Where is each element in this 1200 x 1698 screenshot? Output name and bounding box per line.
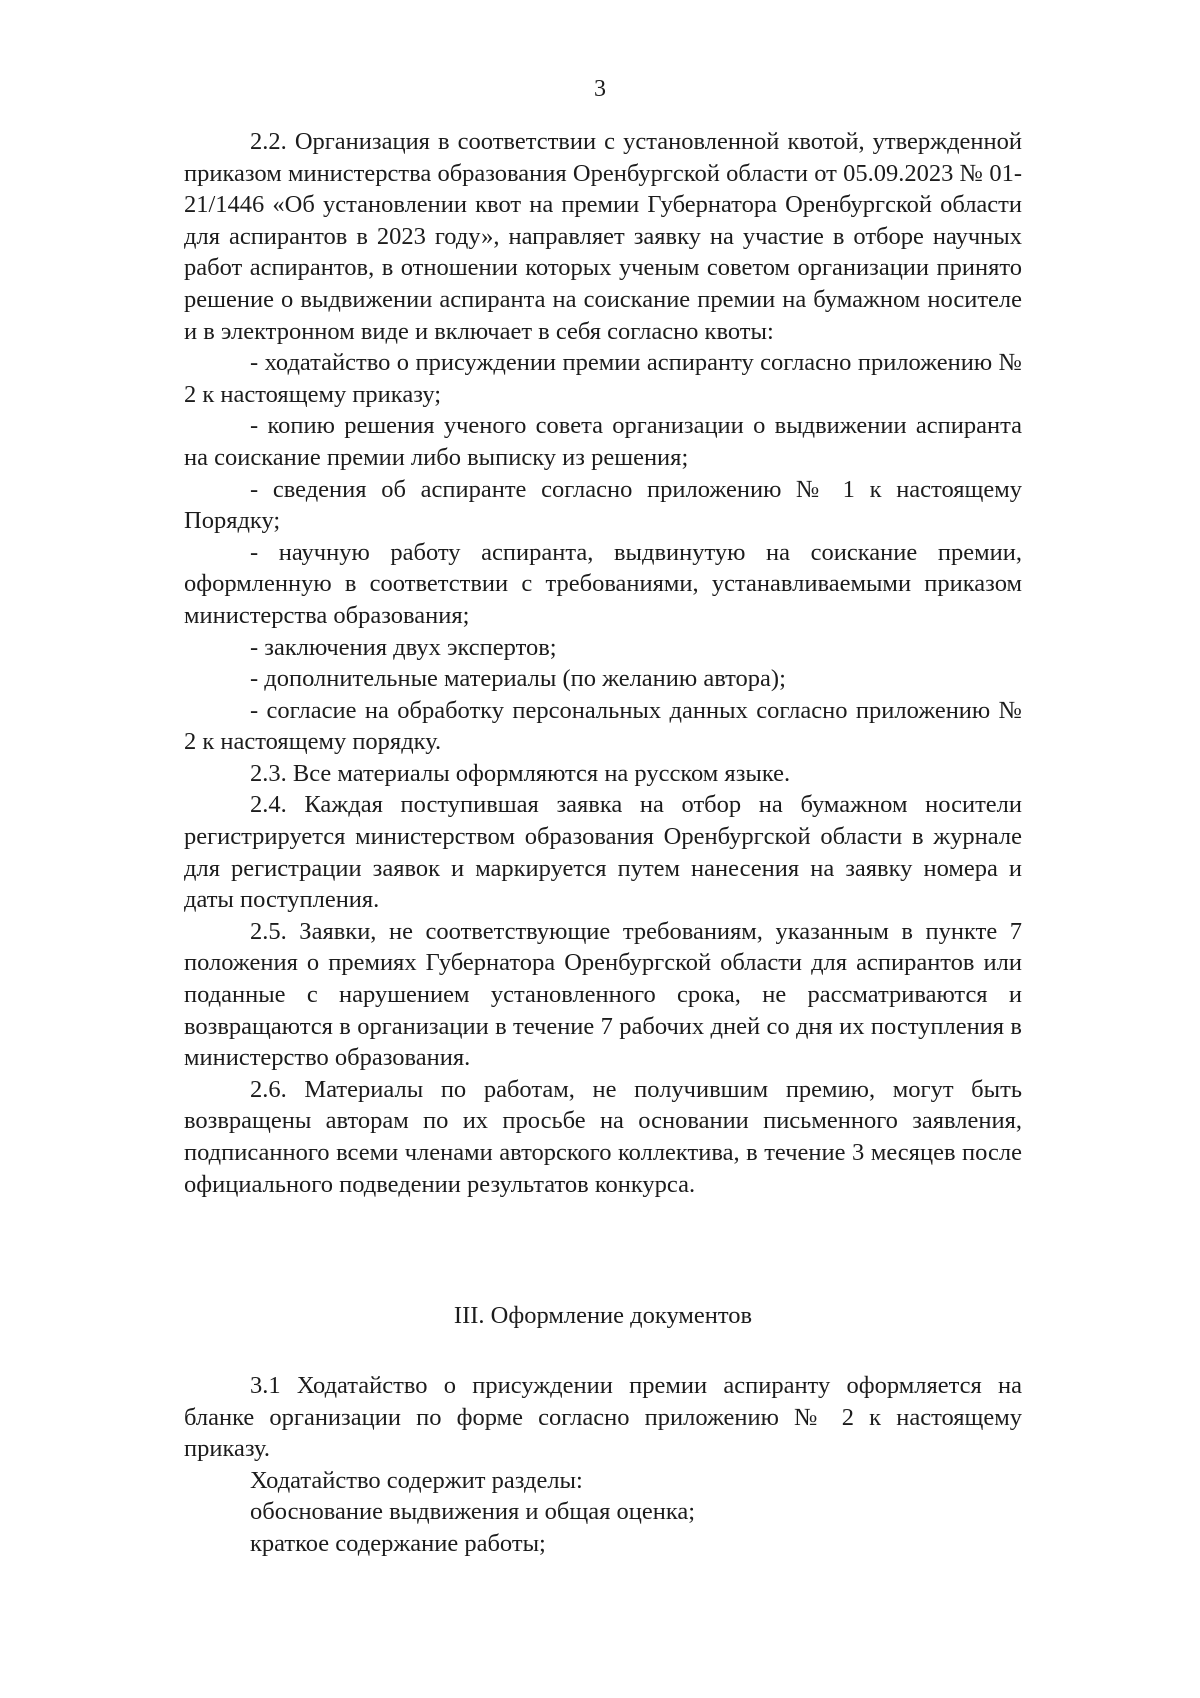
list-item-personal-data-consent: - согласие на обработку персональных данных согласно приложению № 2 к настоящему порядку. — [184, 696, 1022, 756]
list-item-research-work: - научную работу аспиранта, выдвинутую на соискание премии, оформленную в соответствии с требованиями, устанавливаемыми приказом министерства образования; — [184, 538, 1022, 629]
paragraph-2-6: 2.6. Материалы по работам, не получившим премию, могут быть возвращены авторам по их просьбе на основании письменного заявления, подписанного всеми членами авторского коллектива, в течение 3 месяцев после официального подведении результатов конкурса. — [184, 1075, 1022, 1198]
petition-section-justification: обоснование выдвижения и общая оценка; — [250, 1498, 696, 1526]
paragraph-3-1: 3.1 Ходатайство о присуждении премии аспиранту оформляется на бланке организации по форме согласно приложению № 2 к настоящему приказу. — [184, 1372, 1022, 1463]
paragraph-2-3: 2.3. Все материалы оформляются на русском языке. — [250, 759, 791, 787]
petition-sections-intro: Ходатайство содержит разделы: — [250, 1466, 583, 1494]
petition-section-summary: краткое содержание работы; — [250, 1529, 546, 1557]
paragraph-2-4: 2.4. Каждая поступившая заявка на отбор на бумажном носители регистрируется министерством образования Оренбургской области в журнале для регистрации заявок и маркируется путем нанесения на заявку номера и даты поступления. — [184, 791, 1022, 914]
section-heading: III. Оформление документов — [453, 1302, 753, 1329]
list-item-petition: - ходатайство о присуждении премии аспиранту согласно приложению № 2 к настоящему приказу; — [184, 349, 1022, 408]
page-number: 3 — [594, 76, 606, 102]
list-item-applicant-info: - сведения об аспиранте согласно приложению № 1 к настоящему Порядку; — [184, 475, 1022, 535]
list-item-expert-conclusions: - заключения двух экспертов; — [250, 633, 557, 661]
paragraph-2-2: 2.2. Организация в соответствии с установленной квотой, утвержденной приказом министерства образования Оренбургской области от 05.09.2023 № 01-21/1446 «Об установлении квот на премии Губернатора Оренбургской области для аспирантов в 2023 году», направляет заявку на участие в отборе научных работ аспирантов, в отношении которых ученым советом организации принято решение о выдвижении аспиранта на соискание премии на бумажном носителе и в электронном виде и включает в себя согласно квоты: — [184, 128, 1022, 345]
section-body — [184, 1370, 1022, 1560]
list-item-additional-materials: - дополнительные материалы (по желанию автора); — [250, 665, 786, 693]
document-body — [184, 126, 1022, 1200]
list-item-council-decision: - копию решения ученого совета организации о выдвижении аспиранта на соискание премии либо выписку из решения; — [184, 412, 1022, 471]
paragraph-2-5: 2.5. Заявки, не соответствующие требованиям, указанным в пункте 7 положения о премиях Губернатора Оренбургской области для аспирантов или поданные с нарушением установленного срока, не рассматриваются и возвращаются в организации в течение 7 рабочих дней со дня их поступления в министерство образования. — [184, 917, 1022, 1072]
